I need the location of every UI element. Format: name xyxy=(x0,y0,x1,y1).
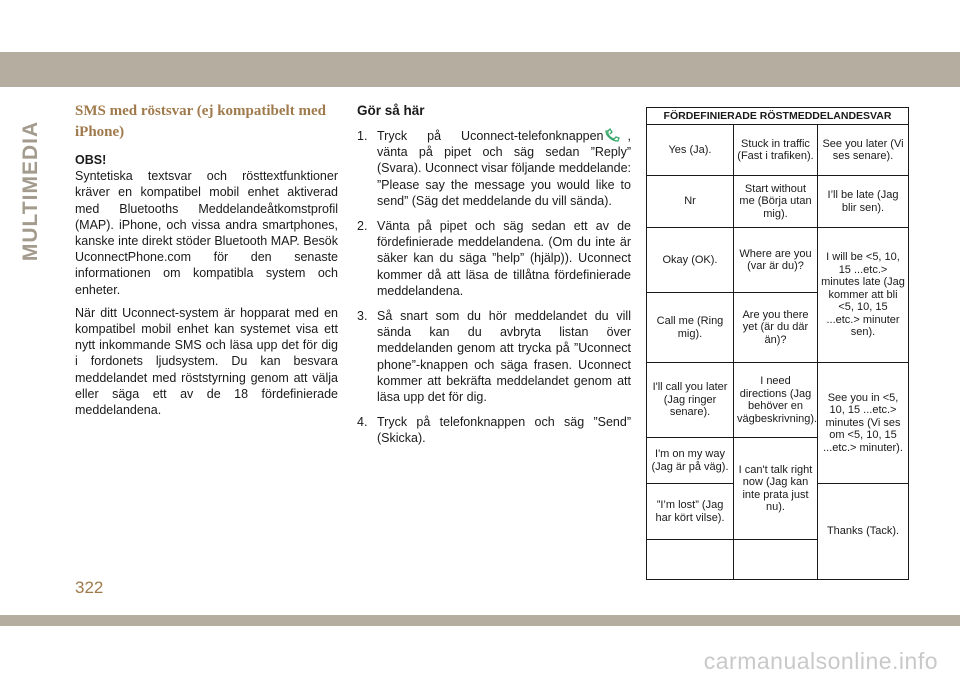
watermark: carmanualsonline.info xyxy=(703,648,938,674)
predefined-replies-table xyxy=(646,107,909,580)
sms-heading: SMS med röstsvar (ej kompatibelt med iPhone) xyxy=(75,103,326,140)
instructions-column xyxy=(357,103,631,456)
table-cell: Start without me (Börja utan mig). xyxy=(734,176,818,228)
table-cell: See you in <5, 10, 15 ...etc.> minutes (Vi ses om <5, 10, 15 ...etc.> minuter). xyxy=(818,363,909,484)
footer-band xyxy=(0,615,960,626)
table-cell: I’ll be late (Jag blir sen). xyxy=(818,176,909,228)
table-cell: Yes (Ja). xyxy=(647,125,734,176)
table-cell xyxy=(647,540,734,580)
left-column xyxy=(75,101,338,418)
phone-icon xyxy=(605,128,627,142)
table-cell: I need directions (Jag behöver en vägbeskrivning). xyxy=(734,363,818,438)
table-cell: Okay (OK). xyxy=(647,228,734,293)
header-band xyxy=(0,52,960,87)
note-paragraph: Syntetiska textsvar och rösttextfunktioner kräver en kompatibel mobil enhet aktiverad med Bluetooths Meddelandeåtkomstprofil (MAP). iPhone, och vissa andra smartphones, kanske inte direkt stöder Bluetooth MAP. Besök UconnectPhone.com för den senaste informationen om kompatibla system och enheter. xyxy=(75,169,338,297)
table-cell: Thanks (Tack). xyxy=(818,484,909,580)
table-cell: Call me (Ring mig). xyxy=(647,293,734,363)
intro-paragraph: När ditt Uconnect-system är hopparat med en kompatibel mobil enhet kan systemet visa ett nytt inkommande SMS och läsa upp det för dig i fordonets ljudsystem. Du kan besvara meddelandet med röststyrning genom att välja eller säga ett av de 18 fördefinierade meddelandena. xyxy=(75,305,338,418)
table-cell xyxy=(734,540,818,580)
table-cell: I'm on my way (Jag är på väg). xyxy=(647,438,734,484)
step-1: 1. Tryck på Uconnect-telefonknappen , vänta på pipet och säg sedan ”Reply” (Svara). Uconnect visar följande meddelande: ”Please say the message you would like to send” (Säg det meddelande du vill sända). xyxy=(357,129,631,208)
table-cell: I can't talk right now (Jag kan inte prata just nu). xyxy=(734,438,818,540)
instructions-heading: Gör så här xyxy=(357,103,425,118)
step-2: 2. Vänta på pipet och säg sedan ett av de fördefinierade meddelandena. (Om du inte är säker kan du säga ”help” (hjälp)). Uconnect kommer då att läsa de tillåtna fördefinierade meddelandena. xyxy=(357,219,631,298)
step-4: 4. Tryck på telefonknappen och säg ”Send” (Skicka). xyxy=(357,415,631,446)
table-cell: See you later (Vi ses senare). xyxy=(818,125,909,176)
table-cell: I'll call you later (Jag ringer senare). xyxy=(647,363,734,438)
note-label: OBS! xyxy=(75,153,107,167)
section-tab-label: MULTIMEDIA xyxy=(19,120,42,262)
table-cell: ”I’m lost” (Jag har kört vilse). xyxy=(647,484,734,540)
table-cell: Where are you (var är du)? xyxy=(734,228,818,293)
page-number: 322 xyxy=(75,578,104,597)
table-cell: Nr xyxy=(647,176,734,228)
table-cell: Stuck in traffic (Fast i trafiken). xyxy=(734,125,818,176)
table-cell: I will be <5, 10, 15 ...etc.> minutes late (Jag kommer att bli <5, 10, 15 ...etc.> minuter sen). xyxy=(818,228,909,363)
section-tab xyxy=(20,101,42,281)
step-3: 3. Så snart som du hör meddelandet du vill sända kan du avbryta listan över meddelanden genom att trycka på ”Uconnect phone”-knappen och säga frasen. Uconnect kommer att bekräfta meddelandet genom att läsa upp det för dig. xyxy=(357,309,631,405)
table-title: FÖRDEFINIERADE RÖSTMEDDELANDESVAR xyxy=(647,108,909,125)
table-cell: Are you there yet (är du där än)? xyxy=(734,293,818,363)
